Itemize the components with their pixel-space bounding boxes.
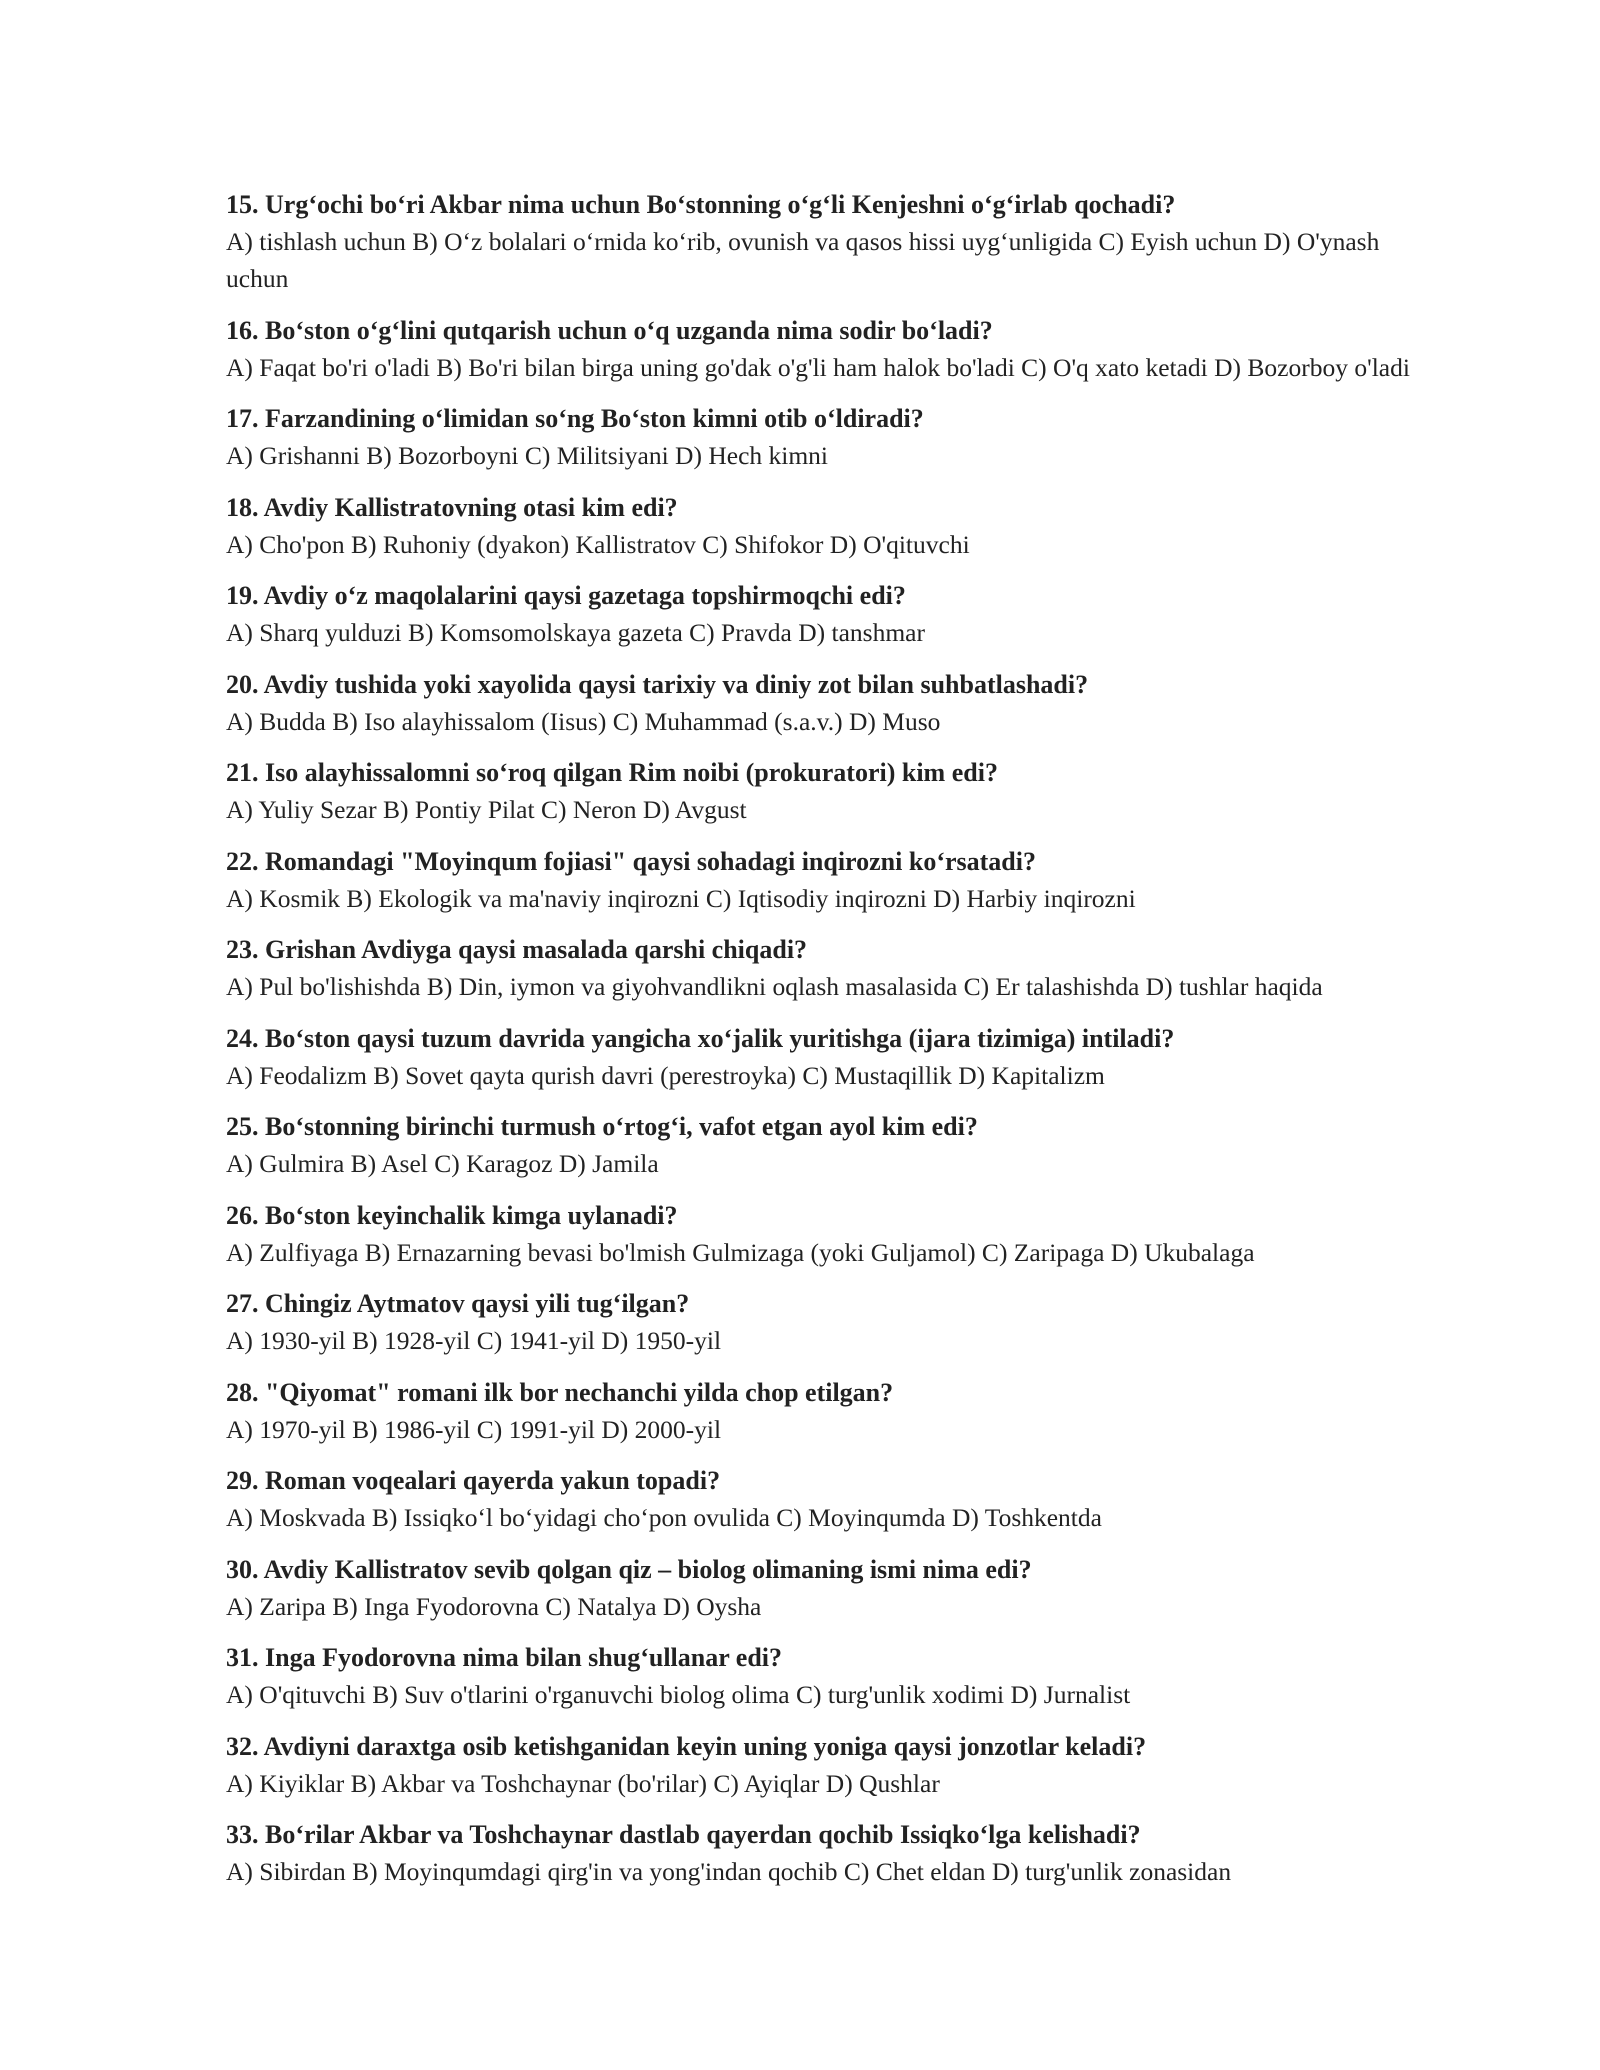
question-text: 24. Bo‘ston qaysi tuzum davrida yangicha xo‘jalik yuritishga (ijara tizimiga) intiladi? [226, 1023, 1175, 1053]
question-text: 22. Romandagi "Moyinqum fojiasi" qaysi sohadagi inqirozni ko‘rsatadi? [226, 846, 1036, 876]
answer-options: A) Gulmira B) Asel C) Karagoz D) Jamila [226, 1149, 659, 1178]
question-block-33 [226, 1816, 1416, 1890]
question-text: 16. Bo‘ston o‘g‘lini qutqarish uchun o‘q uzganda nima sodir bo‘ladi? [226, 315, 993, 345]
question-text: 18. Avdiy Kallistratovning otasi kim edi? [226, 492, 678, 522]
question-text: 17. Farzandining o‘limidan so‘ng Bo‘ston kimni otib o‘ldiradi? [226, 404, 924, 433]
question-text: 21. Iso alayhissalomni so‘roq qilgan Rim noibi (prokuratori) kim edi? [226, 758, 998, 787]
question-block-24 [226, 1020, 1416, 1094]
answer-options: A) Cho'pon B) Ruhoniy (dyakon) Kallistratov C) Shifokor D) O'qituvchi [226, 529, 970, 559]
question-block-18 [226, 489, 1416, 563]
document-page [226, 186, 1416, 1905]
answer-options: A) Pul bo'lishishda B) Din, iymon va giyohvandlikni oqlash masalasida C) Er talashishda D) tushlar haqida [226, 972, 1323, 1001]
answer-options: A) Faqat bo'ri o'ladi B) Bo'ri bilan birga uning go'dak o'g'li ham halok bo'ladi C) O'q xato ketadi D) Bozorboy o'ladi [226, 352, 1410, 382]
question-text: 23. Grishan Avdiyga qaysi masalada qarshi chiqadi? [226, 935, 808, 964]
question-text: 33. Bo‘rilar Akbar va Toshchaynar dastlab qayerdan qochib Issiqko‘lga kelishadi? [226, 1820, 1141, 1849]
question-text: 25. Bo‘stonning birinchi turmush o‘rtog‘i, vafot etgan ayol kim edi? [226, 1112, 978, 1141]
question-block-26 [226, 1197, 1416, 1271]
question-text: 26. Bo‘ston keyinchalik kimga uylanadi? [226, 1200, 678, 1230]
answer-options: A) Moskvada B) Issiqko‘l bo‘yidagi cho‘pon ovulida C) Moyinqumda D) Toshkentda [226, 1503, 1102, 1532]
answer-options: A) Kiyiklar B) Akbar va Toshchaynar (bo'rilar) C) Ayiqlar D) Qushlar [226, 1768, 940, 1798]
answer-options: A) Sharq yulduzi B) Komsomolskaya gazeta C) Pravda D) tanshmar [226, 618, 925, 647]
question-block-31 [226, 1639, 1416, 1713]
question-block-28 [226, 1374, 1416, 1448]
answer-options: A) Feodalizm B) Sovet qayta qurish davri (perestroyka) C) Mustaqillik D) Kapitalizm [226, 1060, 1105, 1090]
answer-options: A) O'qituvchi B) Suv o'tlarini o'rganuvchi biolog olima C) turg'unlik xodimi D) Jurnalist [226, 1680, 1131, 1709]
answer-options: A) Kosmik B) Ekologik va ma'naviy inqirozni C) Iqtisodiy inqirozni D) Harbiy inqirozni [226, 883, 1136, 913]
question-text: 19. Avdiy o‘z maqolalarini qaysi gazetaga topshirmoqchi edi? [226, 581, 906, 610]
question-block-30 [226, 1551, 1416, 1625]
question-block-19 [226, 577, 1416, 651]
question-block-29 [226, 1462, 1416, 1536]
answer-options: A) Zulfiyaga B) Ernazarning bevasi bo'lmish Gulmizaga (yoki Guljamol) C) Zaripaga D) Ukubalaga [226, 1237, 1255, 1267]
question-block-32 [226, 1728, 1416, 1802]
question-block-21 [226, 754, 1416, 828]
answer-options: A) Yuliy Sezar B) Pontiy Pilat C) Neron D) Avgust [226, 795, 747, 824]
question-block-16 [226, 312, 1416, 386]
answer-options: A) 1930-yil B) 1928-yil C) 1941-yil D) 1950-yil [226, 1326, 722, 1355]
question-text: 32. Avdiyni daraxtga osib ketishganidan keyin uning yoniga qaysi jonzotlar keladi? [226, 1731, 1147, 1761]
answer-options: A) Sibirdan B) Moyinqumdagi qirg'in va yong'indan qochib C) Chet eldan D) turg'unlik zonasidan [226, 1857, 1232, 1886]
answer-options: A) Budda B) Iso alayhissalom (Iisus) C) Muhammad (s.a.v.) D) Muso [226, 706, 941, 736]
question-text: 30. Avdiy Kallistratov sevib qolgan qiz – biolog olimaning ismi nima edi? [226, 1554, 1032, 1584]
question-block-25 [226, 1108, 1416, 1182]
question-block-17 [226, 400, 1416, 474]
question-text: 15. Urg‘ochi bo‘ri Akbar nima uchun Bo‘stonning o‘g‘li Kenjeshni o‘g‘irlab qochadi? [226, 190, 1176, 219]
question-block-27 [226, 1285, 1416, 1359]
question-text: 28. "Qiyomat" romani ilk bor nechanchi yilda chop etilgan? [226, 1377, 894, 1407]
question-block-20 [226, 666, 1416, 740]
question-text: 31. Inga Fyodorovna nima bilan shug‘ullanar edi? [226, 1643, 783, 1672]
question-text: 20. Avdiy tushida yoki xayolida qaysi tarixiy va diniy zot bilan suhbatlashadi? [226, 669, 1089, 699]
answer-options: A) 1970-yil B) 1986-yil C) 1991-yil D) 2000-yil [226, 1414, 722, 1444]
question-block-22 [226, 843, 1416, 917]
answer-options: A) tishlash uchun B) O‘z bolalari o‘rnida ko‘rib, ovunish va qasos hissi uyg‘unligida C) Eyish uchun D) O'ynash uchun [226, 227, 1380, 293]
question-block-15 [226, 186, 1416, 297]
answer-options: A) Zaripa B) Inga Fyodorovna C) Natalya D) Oysha [226, 1591, 762, 1621]
question-text: 27. Chingiz Aytmatov qaysi yili tug‘ilgan? [226, 1289, 690, 1318]
question-block-23 [226, 931, 1416, 1005]
question-text: 29. Roman voqealari qayerda yakun topadi? [226, 1466, 721, 1495]
answer-options: A) Grishanni B) Bozorboyni C) Militsiyani D) Hech kimni [226, 441, 829, 470]
